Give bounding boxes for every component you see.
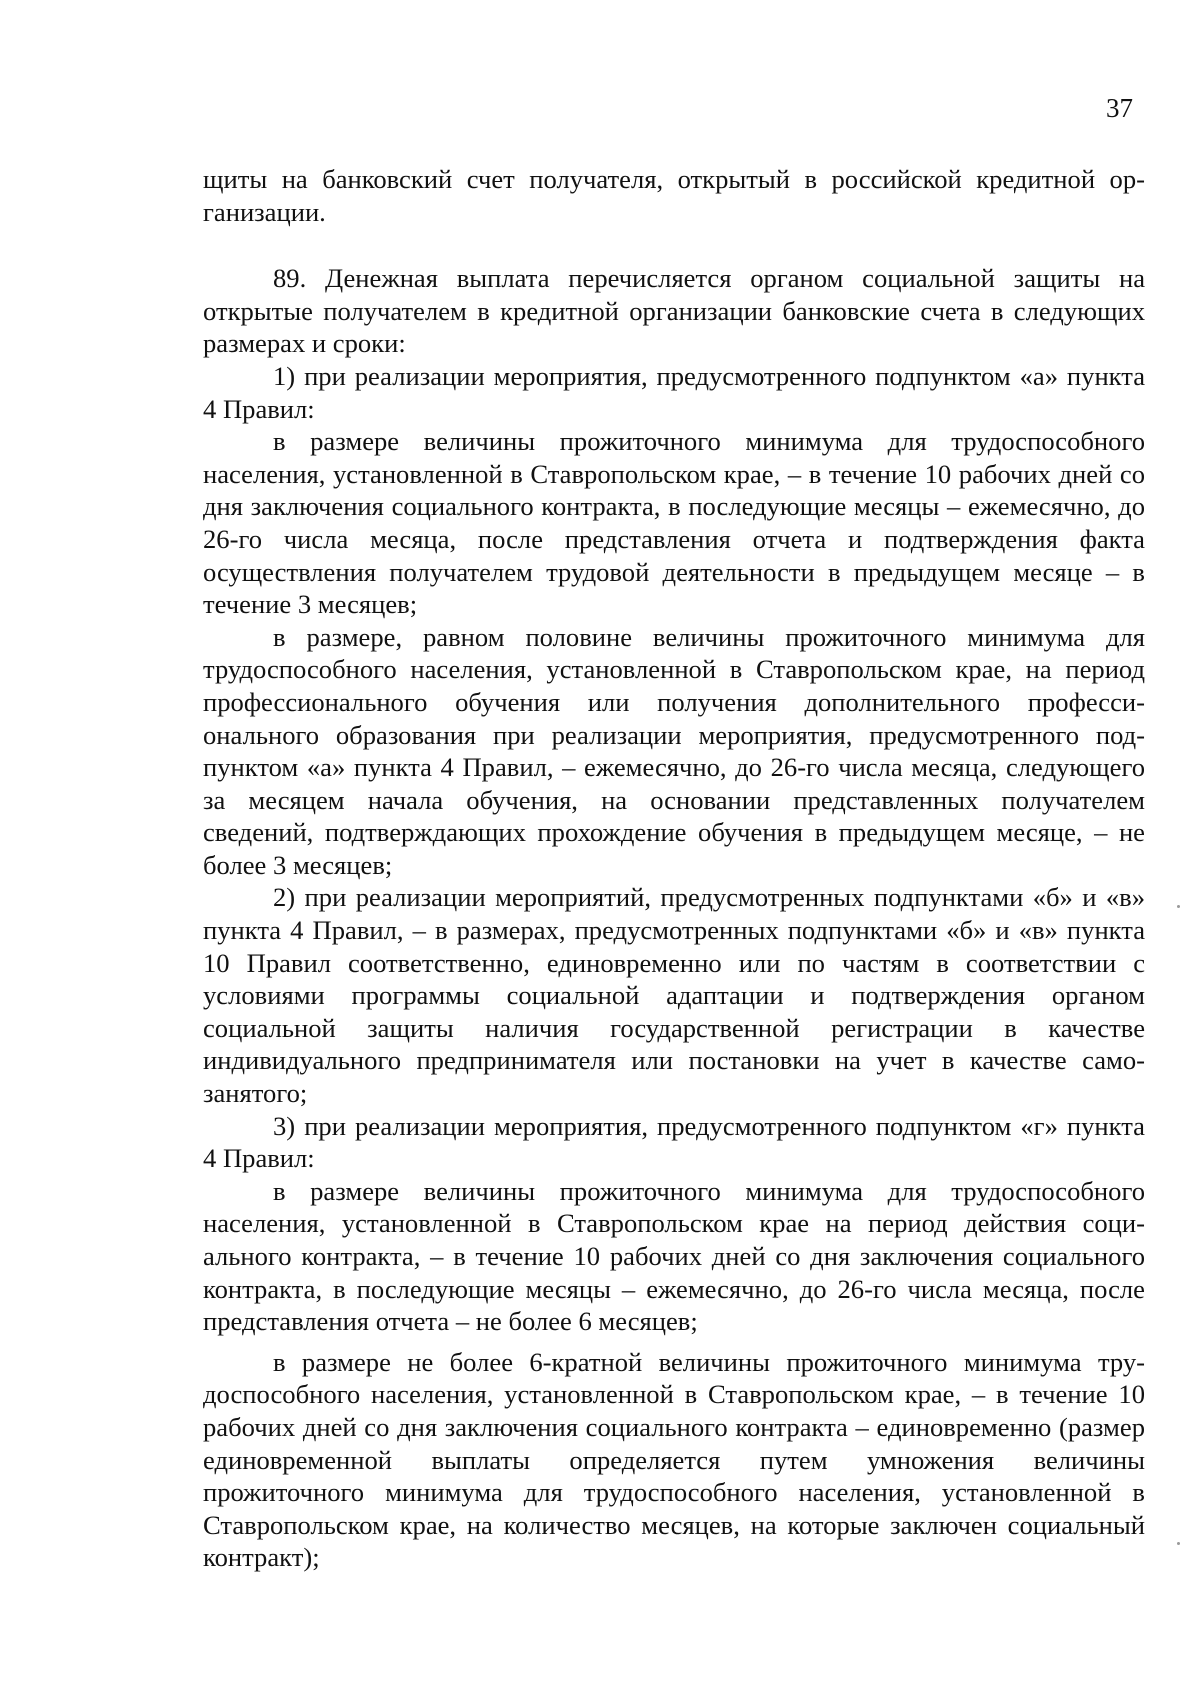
paragraph-subitem-2: 2) при реализации мероприятий, предусмотренных подпунктами «б» и «в» пункта 4 Правил, – в размерах, предусмотренных подпунктами «б» и «в» пункта 10 Правил соответственно, единовременно или по частям в соответствии с условиями программы социальной адаптации и подтверждения органом социальной защиты наличия государственной регистрации в качестве индивидуального предпринимателя или постановки на учет в качестве самозанятого; bbox=[203, 882, 1145, 1109]
scan-speck bbox=[1177, 1542, 1180, 1545]
paragraph-subitem-3: 3) при реализации мероприятия, предусмотренного подпунктом «г» пункта 4 Правил: bbox=[203, 1110, 1145, 1174]
scan-speck bbox=[1177, 905, 1180, 908]
page-number: 37 bbox=[1106, 93, 1133, 123]
paragraph-continuation: щиты на банковский счет получателя, открытый в российской кредитной организации. bbox=[203, 164, 1145, 227]
paragraph-subitem-3-payment-b: в размере не более 6-кратной величины прожиточного минимума трудоспособного населения, установленной в Ставропольском крае, – в течение 10 рабочих дней со дня заключения социального контракта – единовременно (размер единовременной выплаты определяется путем умножения величины прожиточного минимума для трудоспособного населения, установленной в Ставропольском крае, на количество месяцев, на которые заключен социальный контракт); bbox=[203, 1346, 1145, 1573]
document-body bbox=[203, 163, 1145, 1574]
paragraph-subitem-1-payment-a: в размере величины прожиточного минимума для трудоспособного населения, установленной в Ставропольском крае, – в течение 10 рабочих дней со дня заключения социального контракта, в последующие месяцы – ежемесячно, до 26-го числа месяца, после представления отчета и подтверждения факта осуществления получателем трудовой деятельности в предыдущем месяце – в течение 3 месяцев; bbox=[203, 426, 1145, 620]
paragraph-item-89: 89. Денежная выплата перечисляется органом социальной защиты на открытые получателем в кредитной организации банковские счета в следующих размерах и сроки: bbox=[203, 263, 1145, 359]
paragraph-subitem-1-payment-b: в размере, равном половине величины прожиточного минимума для трудоспособного населения, установленной в Ставропольском крае, на период профессионального обучения или получения дополнительного профессионального образования при реализации мероприятия, предусмотренного подпунктом «а» пункта 4 Правил, – ежемесячно, до 26-го числа месяца, следующего за месяцем начала обучения, на основании представленных получателем сведений, подтверждающих прохождение обучения в предыдущем месяце, – не более 3 месяцев; bbox=[203, 621, 1145, 880]
paragraph-subitem-1: 1) при реализации мероприятия, предусмотренного подпунктом «а» пункта 4 Правил: bbox=[203, 360, 1145, 424]
paragraph-subitem-3-payment-a: в размере величины прожиточного минимума для трудоспособного населения, установленной в Ставропольском крае на период действия социального контракта, – в течение 10 рабочих дней со дня заключения социального контракта, в последующие месяцы – ежемесячно, до 26-го числа месяца, после представления отчета – не более 6 месяцев; bbox=[203, 1175, 1145, 1337]
